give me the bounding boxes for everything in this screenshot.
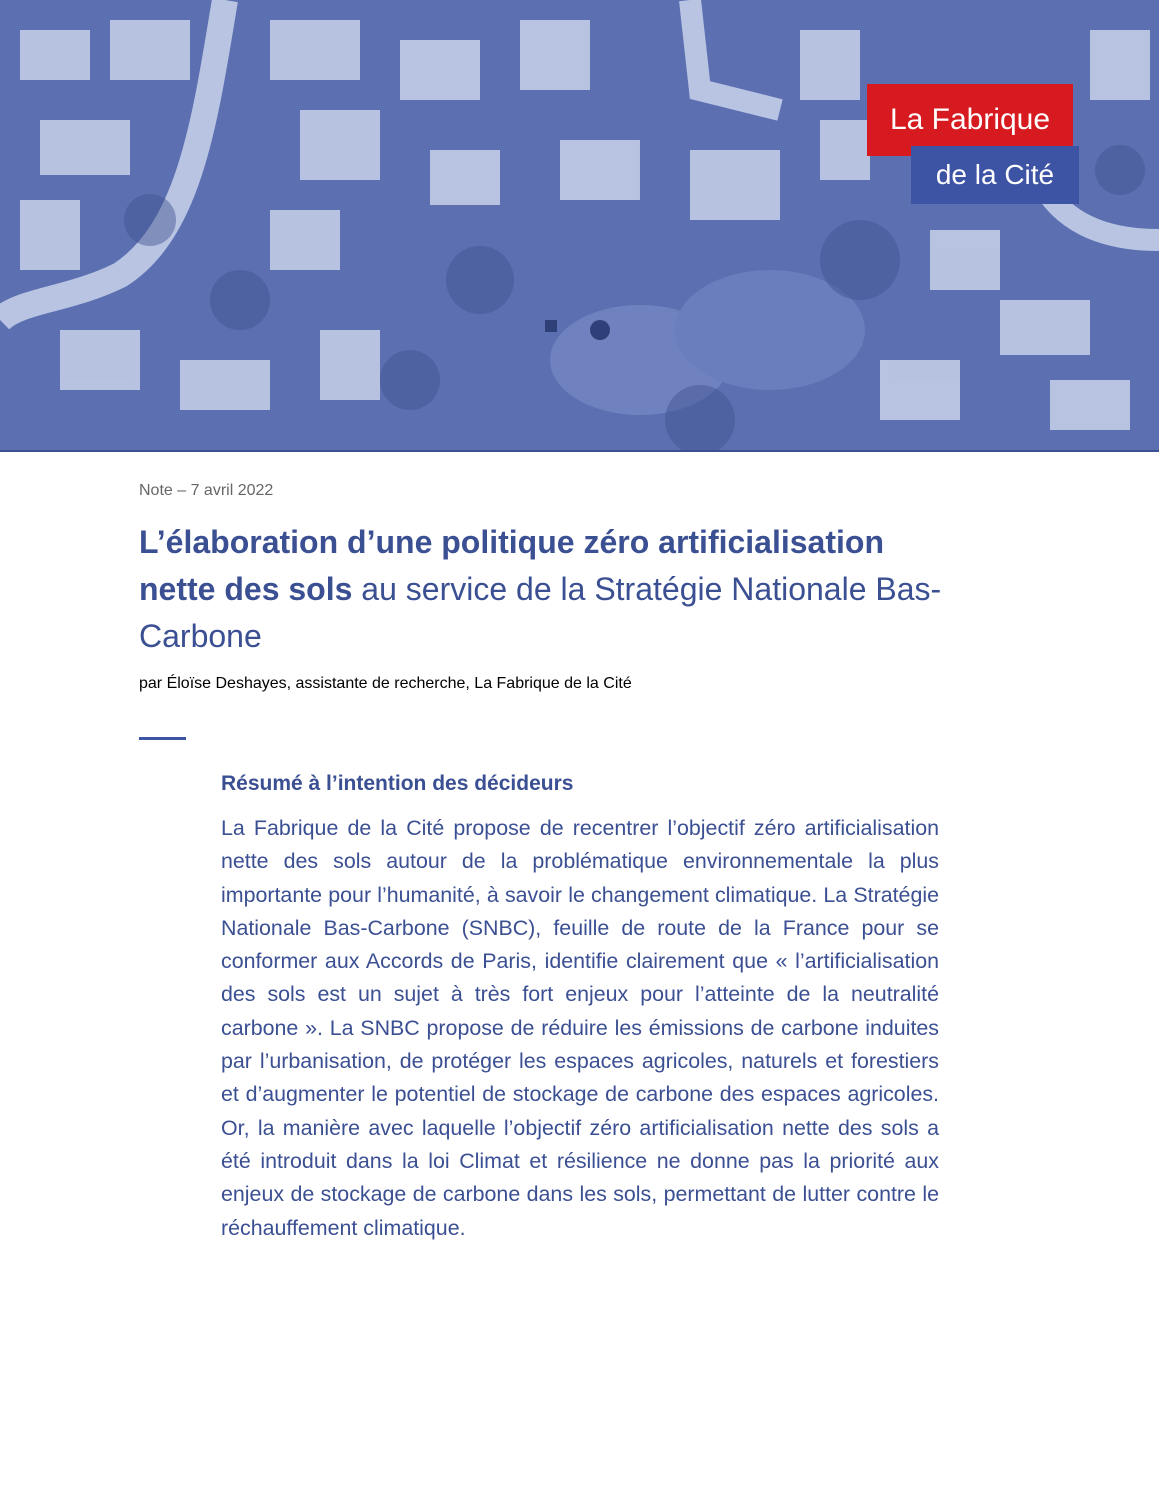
page-title xyxy=(139,519,969,660)
title-bold-part: L’élaboration d’une politique zéro artificialisation nette des sols xyxy=(139,524,884,607)
author-line: par Éloïse Deshayes, assistante de recherche, La Fabrique de la Cité xyxy=(139,675,632,692)
section-divider xyxy=(139,737,186,740)
aerial-neighborhood-image xyxy=(0,0,1159,450)
logo-de-la-cite: de la Cité xyxy=(911,146,1079,204)
hero-aerial-photo xyxy=(0,0,1159,452)
summary-heading: Résumé à l’intention des décideurs xyxy=(221,772,574,795)
logo-la-fabrique: La Fabrique xyxy=(867,84,1073,156)
title-regular-part: au service de la Stratégie Nationale Bas-Carbone xyxy=(139,571,942,654)
summary-body: La Fabrique de la Cité propose de recentrer l’objectif zéro artificialisation nette des sols autour de la problématique environnementale la plus importante pour l’humanité, à savoir le changement climatique. La Stratégie Nationale Bas-Carbone (SNBC), feuille de route de la France pour se conformer aux Accords de Paris, identifie clairement que « l’artificialisation des sols est un sujet à très fort enjeux pour l’atteinte de la neutralité carbone ». La SNBC propose de réduire les émissions de carbone induites par l’urbanisation, de protéger les espaces agricoles, naturels et forestiers et d’augmenter le potentiel de stockage de carbone des espaces agricoles. Or, la manière avec laquelle l’objectif zéro artificialisation nette des sols a été introduit dans la loi Climat et résilience ne donne pas la priorité aux enjeux de stockage de carbone dans les sols, permettant de lutter contre le réchauffement climatique. xyxy=(221,816,939,1240)
note-date: Note – 7 avril 2022 xyxy=(139,482,274,499)
